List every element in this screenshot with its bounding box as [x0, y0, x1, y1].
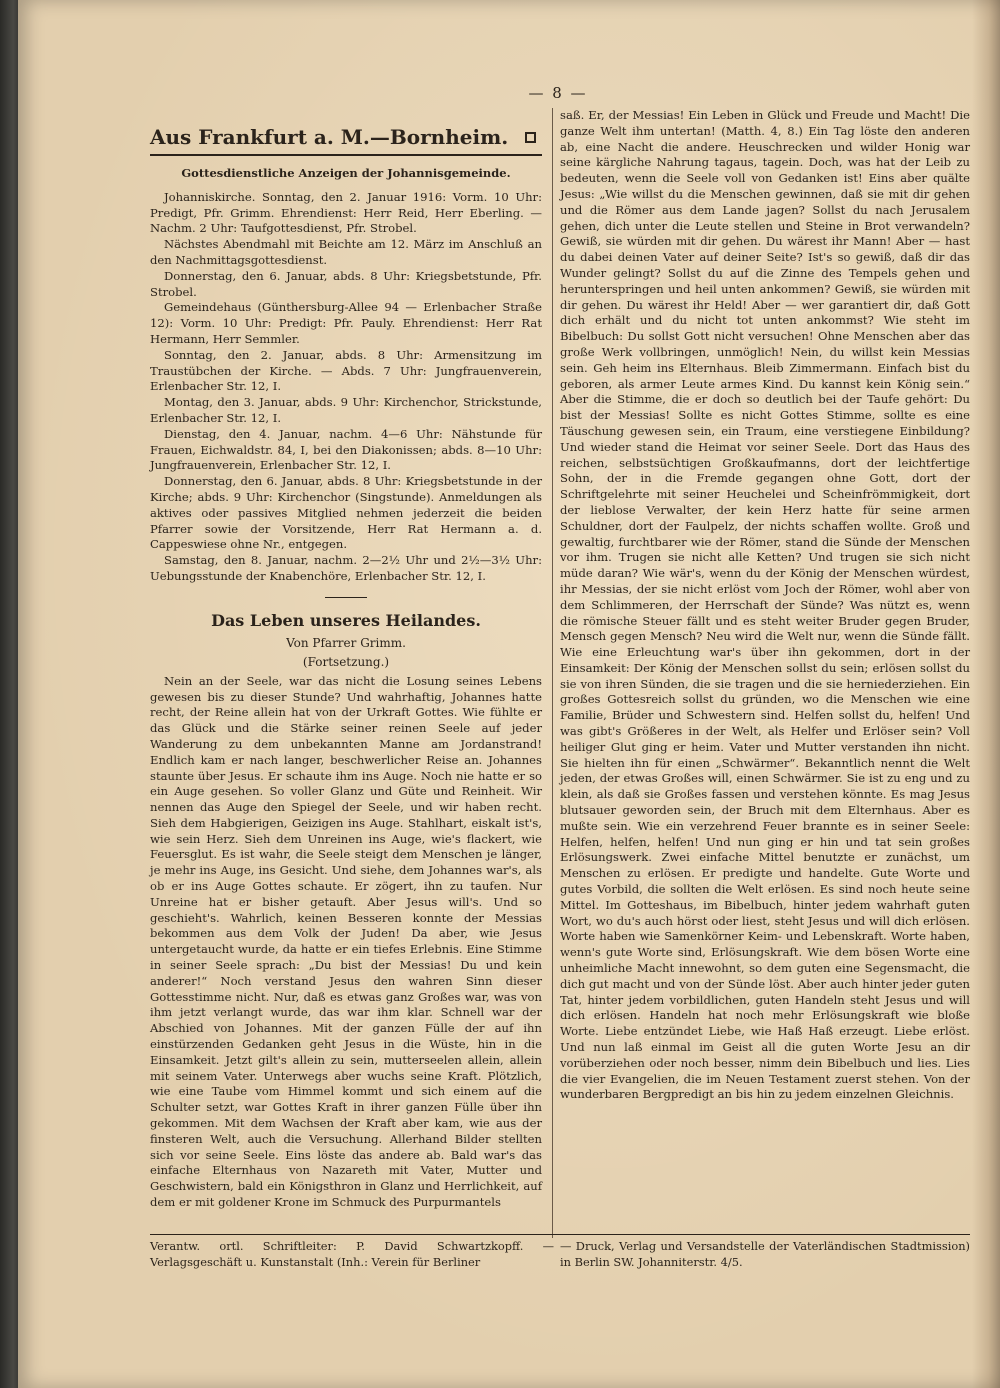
notices-list [150, 190, 542, 585]
notice-item: Montag, den 3. Januar, abds. 9 Uhr: Kirchenchor, Strickstunde, Erlenbacher Str. 12, I. [150, 395, 542, 425]
imprint-rule [150, 1234, 970, 1235]
article-byline: Von Pfarrer Grimm. [286, 635, 406, 650]
right-column [560, 108, 970, 1103]
article-paragraph: Nein an der Seele, war das nicht die Losung seines Lebens gewesen bis zu dieser Stunde? Und wahrhaftig, Johannes hatte recht, der Reine allein hat von der Urkraft Gottes. Wie fühlte er das Glück und die Stärke seiner reinen Seele auf jeder Wanderung zu dem unbekannten Manne am Jordanstrand! Endlich kam er nach langer, beschwerlicher Reise an. Johannes staunte über Jesus. Er schaute ihm ins Auge. Noch nie hatte er so ein Auge gesehen. So voller Glanz und Güte und Reinheit. Wir nennen das Auge den Spiegel der Seele, und wir haben recht. Sieh dem Habgierigen, Geizigen ins Auge. Stahlhart, eiskalt ist's, wie sein Herz. Sieh dem Unreinen ins Auge, wie's flackert, wie Feuersglut. Es ist wahr, die Seele steigt dem Menschen je länger, je mehr ins Auge, ins Gesicht. Und siehe, dem Johannes war's, als ob er ins Auge Gottes schaute. Er zögert, ihn zu taufen. Nur Unreine hat er bisher getauft. Aber Jesus will's. Und so geschieht's. Wahrlich, keinen Besseren konnte der Messias bekommen aus dem Volk der Juden! Da aber, wie Jesus untergetaucht wurde, da hatte er ein tiefes Erlebnis. Eine Stimme in seiner Seele sprach: „Du bist der Messias! Du und kein anderer!“ Noch verstand Jesus den wahren Sinn dieser Gottesstimme nicht. Nur, daß es etwas ganz Großes war, was von ihm jetzt verlangt wurde, das war ihm klar. Schnell war der Abschied von Johannes. Mit der ganzen Fülle der auf ihn einstürzenden Gedanken geht Jesus in die Wüste, hin in die Einsamkeit. Jetzt gilt's allein zu sein, mutterseelen allein, allein mit seinem Vater. Unterwegs aber wuchs seine Kraft. Plötzlich, wie eine Taube vom Himmel kommt und sich einem auf die Schulter setzt, war Gottes Kraft in ihrer ganzen Fülle über ihn gekommen. Mit dem Wachsen der Kraft aber kam, wie aus der finsteren Welt, auch die Versuchung. Allerhand Bilder stellten sich vor seine Seele. Eins löste das andere ab. Bald war's das einfache Elternhaus von Nazareth mit Vater, Mutter und Geschwistern, bald ein Königsthron in Glanz und Herrlichkeit, auf dem er mit goldener Krone im Schmuck des Purpurmantels [150, 673, 542, 1210]
column-divider [552, 108, 553, 1238]
imprint-right: — Druck, Verlag und Versandstelle der Vaterländischen Stadtmission) in Berlin SW. Johanniterstr. 4/5. [560, 1239, 970, 1269]
notice-item: Donnerstag, den 6. Januar, abds. 8 Uhr: Kriegsbetstunde in der Kirche; abds. 9 Uhr: Kirchenchor (Singstunde). Anmeldungen als aktives oder passives Mitglied nehmen jederzeit die beiden Pfarrer sowie der Vorsitzende, Herr Rat Hermann a. d. Cappeswiese ohne Nr., entgegen. [150, 474, 542, 552]
notice-item: Dienstag, den 4. Januar, nachm. 4—6 Uhr: Nähstunde für Frauen, Eichwaldstr. 84, I, bei den Diakonissen; abds. 8—10 Uhr: Jungfrauenverein, Erlenbacher Str. 12, I. [150, 426, 542, 473]
article-continued-note: (Fortsetzung.) [302, 654, 390, 669]
notice-item: Samstag, den 8. Januar, nachm. 2—2½ Uhr und 2½—3½ Uhr: Uebungsstunde der Knabenchöre, Erlenbacher Str. 12, I. [150, 553, 542, 583]
notice-item: Gemeindehaus (Günthersburg-Allee 94 — Erlenbacher Straße 12): Vorm. 10 Uhr: Predigt: Pfr. Pauly. Ehrendienst: Herr Rat Hermann, Herr Semmler. [150, 300, 542, 346]
newspaper-page [18, 0, 1000, 1388]
left-column [150, 124, 542, 1211]
section-headline [150, 124, 542, 150]
page-edge-shadow [972, 0, 1000, 1388]
article-title: Das Leben unseres Heilandes. [211, 610, 481, 630]
section-separator [325, 597, 367, 598]
page-number: — 8 — [528, 84, 588, 102]
article-paragraph-continued: saß. Er, der Messias! Ein Leben in Glück und Freude und Macht! Die ganze Welt ihm untertan! (Matth. 4, 8.) Ein Tag löste den anderen ab, eine Nacht die andere. Heuschrecken und wilder Honig war seine kärgliche Nahrung tagaus, tagein. Doch, was hat der Leib zu bedeuten, wenn die Seele voll von Gedanken ist! Eins aber quälte Jesus: „Wie willst du die Menschen gewinnen, daß sie mit dir gehen und die Römer aus dem Lande jagen? Sollst du nach Jerusalem gehen, dich unter die Leute stellen und Steine in Brot verwandeln? Gewiß, sie würden mit dir gehen. Du wärest ihr Mann! Aber — hast du dabei deinen Vater auf deiner Seite? Ist's so gewiß, daß dir das Wunder gelingt? Sollst du auf die Zinne des Tempels gehen und herunterspringen und heil unten ankommen? Gewiß, sie würden mit dir gehen. Du wärest ihr Held! Aber — wer garantiert dir, daß Gott dich erhält und du nicht tot unten ankommst? Wie steht im Bibelbuch: Du sollst Gott nicht versuchen! Ohne Menschen aber das große Werk vollbringen, unmöglich! Nein, du willst kein Messias sein. Geh heim ins Elternhaus. Bleib Zimmermann. Einfach bist du geboren, als armer Leute armes Kind. Du kannst kein König sein.“ Aber die Stimme, die er doch so deutlich bei der Taufe gehört: Du bist der Messias! Sollte es nicht Gottes Stimme, sollte es eine Täuschung gewesen sein, ein Traum, eine verstiegene Einbildung? Und wieder stand die Heimat vor seiner Seele. Dort das Haus des reichen, selbstsüchtigen Großkaufmanns, dort der leichtfertige Sohn, der in die Fremde gegangen ohne Gott, dort der Schriftgelehrte mit seiner Heuchelei und Scheinfrömmigkeit, dort der lieblose Verwalter, der kein Herz hatte für seine armen Schuldner, dort der Faulpelz, der nichts schaffen wollte. Groß und gewaltig, furchtbarer wie der Römer, stand die Sünde der Menschen vor ihm. Trugen sie nicht alle Ketten? Und trugen sie sich nicht müde daran? Wie wär's, wenn du der König der Menschen würdest, ihr Messias, der sie nicht erlöst vom Joch der Römer, wohl aber von dem Schlimmeren, der Herrschaft der Sünde? Was nützt es, wenn die römische Steuer fällt und es steht weiter Bruder gegen Bruder, Mensch gegen Mensch? Neu wird die Welt nur, wenn die Sünde fällt. Wie eine Erleuchtung war's über ihn gekommen, dort in der Einsamkeit: Der König der Menschen sollst du sein; erlösen sollst du sie von ihren Sünden, die sie tragen und die sie herniederziehen. Ein großes Gottesreich sollst du gründen, wo die Menschen wie eine Familie, Brüder und Schwestern sind. Helfen sollst du, helfen! Und was gibt's Größeres in der Welt, als Helfer und Erlöser sein? Voll heiliger Glut ging er heim. Vater und Mutter verstanden ihn nicht. Sie hielten ihn für einen „Schwärmer“. Bekanntlich nennt die Welt jeden, der etwas Großes will, einen Schwärmer. Sie ist zu eng und zu klein, als daß sie Großes fassen und verstehen könnte. Es mag Jesus blutsauer geworden sein, der Bruch mit dem Elternhaus. Aber es mußte sein. Wie ein verzehrend Feuer brannte es in seiner Seele: Helfen, helfen, helfen! Und nun ging er hin und tat sein großes Erlösungswerk. Zwei einfache Mittel benutzte er zunächst, um Menschen zu erlösen. Er predigte und handelte. Gute Worte und gutes Vorbild, die sollten die Welt erlösen. Es sind noch heute seine Mittel. Im Gotteshaus, im Bibelbuch, hinter jedem wahrhaft guten Wort, wo du's auch hörst oder liest, steht Jesus und will dich erlösen. Worte haben wie Samenkörner Keim- und Lebenskraft. Worte haben, wenn's gute Worte sind, Erlösungskraft. Wie dem bösen Worte eine unheimliche Macht innewohnt, so dem guten eine Segensmacht, die dich gut macht und von der Sünde löst. Aber auch hinter jeder guten Tat, hinter jedem vorbildlichen, guten Handeln steht Jesus und will dich erlösen. Handeln hat noch mehr Erlösungskraft wie bloße Worte. Liebe entzündet Liebe, wie Haß Haß erzeugt. Liebe erlöst. Und nun laß einmal im Geist all die guten Worte Jesu an dir vorüberziehen oder noch besser, nimm dein Bibelbuch und lies. Lies die vier Evangelien, die im Neuen Testament zuerst stehen. Von der wunderbaren Bergpredigt an bis hin zu jedem einzelnen Gleichnis. [560, 108, 970, 1102]
headline-rule [150, 154, 542, 156]
notice-item: Donnerstag, den 6. Januar, abds. 8 Uhr: Kriegsbetstunde, Pfr. Strobel. [150, 268, 542, 299]
square-ornament-icon [525, 132, 536, 143]
imprint-left: Verantw. ortl. Schriftleiter: P. David Schwartzkopff. — Verlagsgeschäft u. Kunstanstalt (Inh.: Verein für Berliner [150, 1239, 554, 1269]
notice-item: Nächstes Abendmahl mit Beichte am 12. März im Anschluß an den Nachmittagsgottesdienst. [150, 237, 542, 267]
notice-item: Johanniskirche. Sonntag, den 2. Januar 1916: Vorm. 10 Uhr: Predigt, Pfr. Grimm. Ehrendienst: Herr Reid, Herr Eberling. — Nachm. 2 Uhr: Taufgottesdienst, Pfr. Strobel. [150, 189, 542, 236]
notice-item: Sonntag, den 2. Januar, abds. 8 Uhr: Armensitzung im Traustübchen der Kirche. — Abds. 7 Uhr: Jungfrauenverein, Erlenbacher Str. 12, I. [150, 347, 542, 394]
notices-heading: Gottesdienstliche Anzeigen der Johannisgemeinde. [181, 166, 511, 180]
section-title: Aus Frankfurt a. M.—Bornheim. [150, 125, 509, 149]
